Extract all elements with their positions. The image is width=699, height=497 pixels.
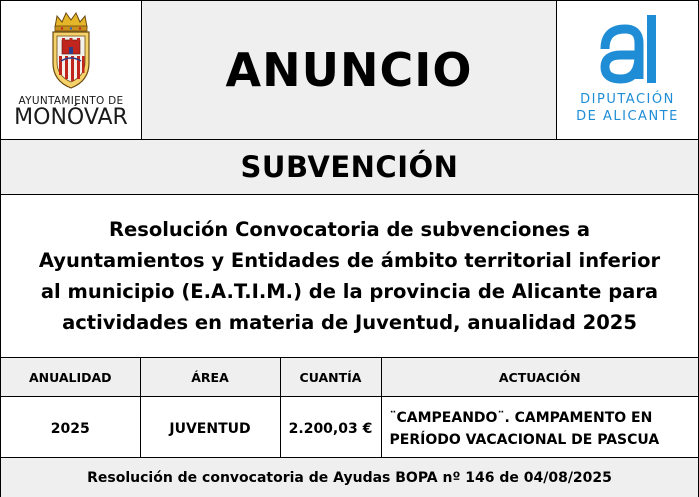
cell-area: JUVENTUD	[140, 397, 280, 462]
monovar-label: MONÓVAR	[14, 105, 128, 130]
description-row	[1, 195, 698, 358]
diputacion-logo	[557, 1, 698, 139]
diputacion-label-line1: DIPUTACIÓN	[580, 92, 675, 107]
header-row	[1, 1, 698, 140]
actuacion-line-1: ¨CAMPEANDO¨. CAMPAMENTO EN	[389, 410, 653, 426]
header-cuantia: CUANTÍA	[280, 358, 381, 397]
subtitle: SUBVENCIÓN	[240, 150, 459, 184]
diputacion-alicante-al-logo-icon	[595, 13, 661, 85]
cell-cuantia: 2.200,03 €	[280, 397, 381, 462]
header-anualidad: ANUALIDAD	[1, 358, 140, 397]
ayuntamiento-label: AYUNTAMIENTO DE	[18, 95, 124, 107]
header-area: ÁREA	[140, 358, 280, 397]
table-header-row	[1, 358, 698, 397]
table-row	[1, 397, 698, 462]
actuacion-line-2: PERÍODO VACACIONAL DE PASCUA	[389, 432, 660, 448]
monovar-coat-of-arms-icon	[48, 11, 94, 91]
diputacion-label-line2: DE ALICANTE	[576, 109, 679, 124]
header-actuacion: ACTUACIÓN	[381, 358, 698, 397]
cell-anualidad: 2025	[1, 397, 140, 462]
footer-row	[1, 457, 698, 497]
subsidy-table	[1, 358, 698, 462]
description-text: Resolución Convocatoria de subvenciones a Ayuntamientos y Entidades de ámbito territorial inferior al municipio (E.A.T.I.M.) de la provincia de Alicante para actividades en materia de Juventud, anualidad 2025	[38, 218, 661, 334]
page-title: ANUNCIO	[225, 43, 473, 97]
title-cell	[142, 1, 557, 139]
diputacion-label	[576, 91, 679, 125]
cell-actuacion	[381, 397, 698, 462]
footer-text: Resolución de convocatoria de Ayudas BOPA nº 146 de 04/08/2025	[87, 469, 612, 486]
subtitle-row	[1, 140, 698, 195]
monovar-logo	[1, 1, 142, 139]
